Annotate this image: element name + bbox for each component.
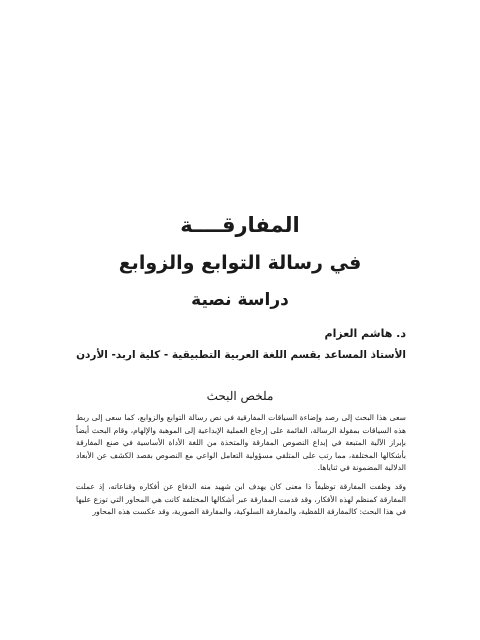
author-affiliation: الأستاذ المساعد بقسم اللغة العربية التطبيقية - كلية اربد- الأردن [76,349,406,361]
title-block [0,212,480,312]
abstract-heading: ملخص البحث [206,389,274,403]
main-title: المفارقــــة [180,213,300,237]
author-name: د. هاشم العزام [324,327,406,340]
abstract-paragraph: سعى هذا البحث إلى رصد وإضاءة السياقات المفارقية في نص رسالة التوابع والزوابع، كما سعى إلى ربط هذه السياقات بمقولة الرسالة، القائمة على إرجاع العملية الإبداعية إلى الموهبة والإلهام، وقام البحث أيضاً بإبراز الآلية المتبعة في إبداع النصوص المفارقة والمتخذة من اللغة الأداة الأساسية في صنع المفارقة بأشكالها المختلفة، مما رتب على المتلقي مسؤولية التعامل الواعي مع النصوص بقصد الكشف عن الأبعاد الدلالية المضمونة في ثناياها. [76,413,406,473]
subtitle: في رسالة التوابع والزوابع [118,252,362,274]
abstract-paragraph: وقد وظفت المفارقة توظيفاً ذا معنى كان يهدف ابن شهيد منه الدفاع عن أفكاره وقناعاته، إذ عملت المفارقة كمنظم لهذه الأفكار، وقد قدمت المفارقة عبر أشكالها المختلفة كانت هي المحاور التي توزع عليها في هذا البحث: كالمفارقة اللفظية، والمفارقة السلوكية، والمفارقة الصورية، وقد عكست هذه المحاور [76,481,406,517]
abstract-body [76,412,406,525]
study-type: دراسة نصية [191,290,289,310]
